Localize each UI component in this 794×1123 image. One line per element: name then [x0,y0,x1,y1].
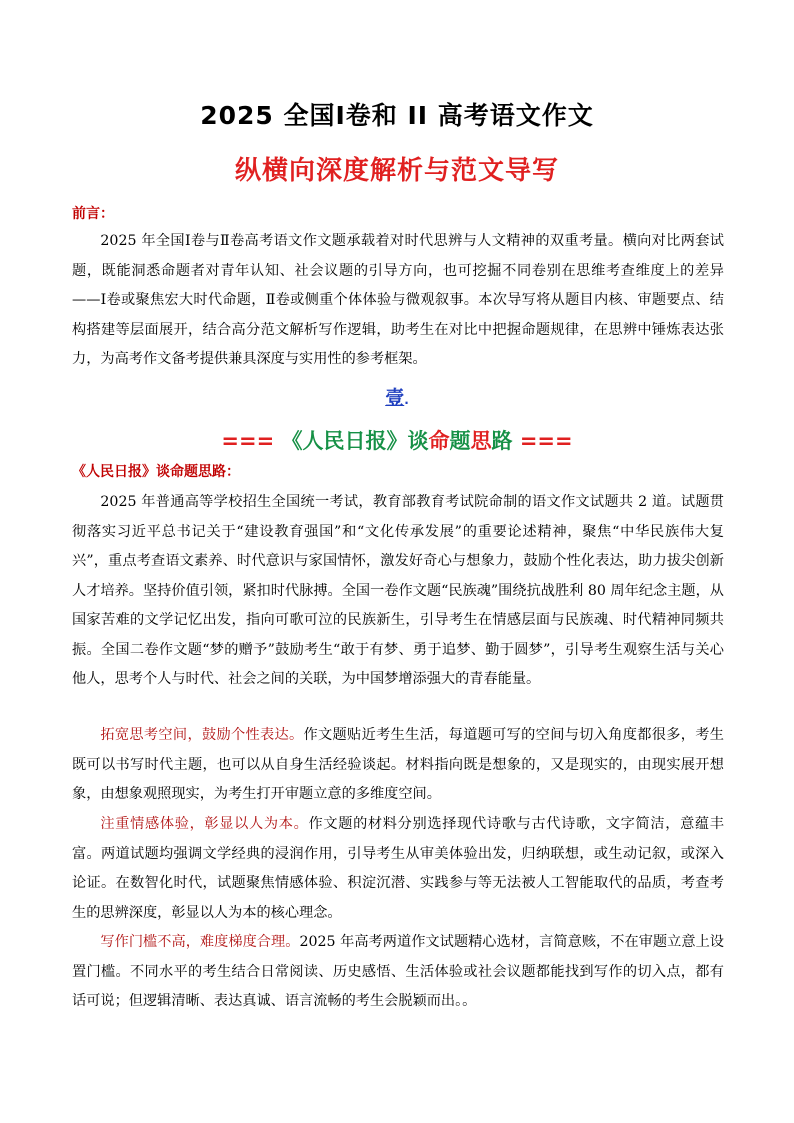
section-title-part4: 思 [470,429,492,453]
paragraph-4-text: 2025 年高考两道作文试题精心选材，言简意赅，不在审题立意上设置门槛。不同水平的考生结合日常阅读、历史感悟、生活体验或社会议题都能找到写作的切入点，都有话可说；但逻辑清晰、表达真诚、语言流畅的考生会脱颖而出。。 [72,934,724,1009]
section-title-part5: 路 [491,429,513,453]
paragraph-2-text: 作文题贴近考生生活，每道题可写的空间与切入角度都很多，考生既可以书写时代主题，也可以从自身生活经验谈起。材料指向既是想象的，又是现实的，由现实展开想象，由想象观照现实，为考生打开审题立意的多维度空间。 [72,727,724,802]
section-title-part1: 《人民日报》谈 [281,429,429,453]
body-paragraph-3 [72,810,724,928]
section-title [0,425,794,455]
body-paragraph-1: 2025 年普通高等学校招生全国统一考试，教育部教育考试院命制的语文作文试题共 2 道。试题贯彻落实习近平总书记关于“建设教育强国”和“文化传承发展”的重要论述精神，聚焦“中华民族伟大复兴”，重点考查语文素养、时代意识与家国情怀，激发好奇心与想象力，鼓励个性化表达，助力拔尖创新人才培养。坚持价值引领，紧扣时代脉搏。全国一卷作文题“民族魂”围绕抗战胜利 80 周年纪念主题，从国家苦难的文学记忆出发，指向可歌可泣的民族新生，引导考生在情感层面与民族魂、时代精神同频共振。全国二卷作文题“梦的赠予”鼓励考生“敢于有梦、勇于追梦、勤于圆梦”，引导考生观察生活与关心他人，思考个人与时代、社会之间的关联，为中国梦增添强大的青春能量。 [72,494,724,687]
paragraph-2-highlight: 拓宽思考空间，鼓励个性表达。 [100,727,304,743]
preface-paragraph: 2025 年全国Ⅰ卷与Ⅱ卷高考语文作文题承载着对时代思辨与人文精神的双重考量。横向对比两套试题，既能洞悉命题者对青年认知、社会议题的引导方向，也可挖掘不同卷别在思维考查维度上的差异——Ⅰ卷或聚焦宏大时代命题，Ⅱ卷或侧重个体体验与微观叙事。本次导写将从题目内核、审题要点、结构搭建等层面展开，结合高分范文解析写作逻辑，助考生在对比中把握命题规律，在思辨中锤炼表达张力，为高考作文备考提供兼具深度与实用性的参考框架。 [72,233,724,367]
sub-section-label: 《人民日报》谈命题思路： [72,464,240,480]
section-title-right-eq: === [519,429,573,453]
document-title: 2025 全国Ⅰ卷和 II 高考语文作文 [200,101,594,130]
paragraph-4-highlight: 写作门槛不高，难度梯度合理。 [100,934,300,950]
section-title-part3: 题 [449,429,471,453]
paragraph-3-highlight: 注重情感体验，彰显以人为本。 [100,816,309,832]
body-paragraph-4 [72,928,724,1017]
paragraph-3-text: 作文题的材料分别选择现代诗歌与古代诗歌，文字简洁，意蕴丰富。两道试题均强调文学经典的浸润作用，引导考生从审美体验出发，归纳联想，或生动记叙，或深入论证。在数智化时代，试题聚焦情感体验、积淀沉潜、实践参与等无法被人工智能取代的品质，考查考生的思辨深度，彰显以人为本的核心理念。 [72,816,724,921]
section-marker-char: 壹 [385,387,405,409]
preface-label: 前言： [72,206,114,222]
section-title-left-eq: === [221,429,275,453]
section-title-part2: 命 [428,429,450,453]
document-subtitle: 纵横向深度解析与范文导写 [234,156,559,186]
body-paragraph-2 [72,721,724,810]
section-marker-dot: . [404,393,409,407]
section-marker [0,383,794,410]
